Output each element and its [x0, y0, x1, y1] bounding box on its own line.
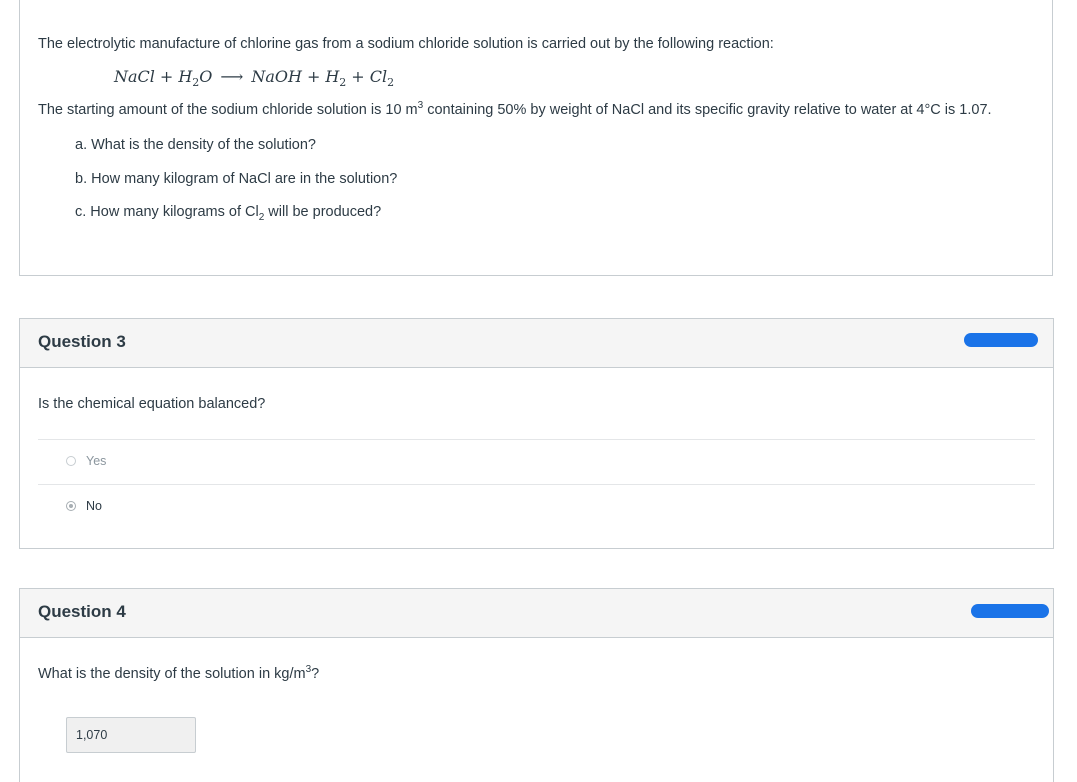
eq-subscript: 2: [192, 76, 200, 90]
statement-text-rest: containing 50% by weight of NaCl and its specific gravity relative to water at 4°C is 1.07.: [423, 102, 992, 118]
eq-product-cl: Cl: [369, 67, 388, 86]
question-4-title: Question 4: [38, 602, 126, 621]
question-4-text-main: What is the density of the solution in kg/m: [38, 666, 306, 682]
question-3-card: [19, 318, 1054, 549]
question-3-header: [20, 319, 1053, 368]
question-4-text-end: ?: [311, 666, 320, 682]
radio-yes[interactable]: [66, 456, 76, 466]
points-redaction-mark: [971, 604, 1049, 618]
answer-label-no: No: [86, 499, 102, 513]
question-4-superscript: 3: [305, 664, 312, 676]
eq-reactant-o: O: [199, 67, 213, 86]
eq-product-h: H: [325, 67, 340, 86]
eq-subscript: 2: [339, 76, 347, 90]
part-c-subscript: 2: [258, 211, 265, 223]
points-redaction-mark: [964, 333, 1038, 347]
question-4-card: [19, 588, 1054, 782]
eq-plus: +: [351, 67, 365, 86]
problem-intro: The electrolytic manufacture of chlorine gas from a sodium chloride solution is carried out by the following reaction:: [38, 36, 774, 52]
eq-plus: +: [159, 67, 174, 86]
problem-part-c: [75, 204, 382, 223]
eq-product-naoh: NaOH: [251, 67, 302, 86]
answer-option-no[interactable]: [66, 499, 102, 513]
question-4-text: [38, 666, 319, 682]
density-answer-input[interactable]: [66, 717, 196, 753]
answer-divider: [38, 439, 1035, 440]
eq-arrow: ⟶: [220, 67, 244, 86]
statement-text: The starting amount of the sodium chloride solution is 10 m: [38, 102, 418, 118]
part-c-text: c. How many kilograms of Cl: [75, 204, 259, 220]
answer-label-yes: Yes: [86, 454, 107, 468]
part-c-text-rest: will be produced?: [264, 204, 382, 220]
statement-superscript: 3: [417, 100, 424, 112]
eq-reactant-h: H: [178, 67, 193, 86]
eq-reactant-nacl: NaCl: [114, 67, 155, 86]
question-4-header: [20, 589, 1053, 638]
chemical-equation: [114, 67, 395, 90]
question-3-text: Is the chemical equation balanced?: [38, 396, 266, 412]
answer-divider: [38, 484, 1035, 485]
eq-plus: +: [306, 67, 321, 86]
answer-option-yes[interactable]: [66, 454, 106, 468]
question-3-title: Question 3: [38, 332, 126, 351]
problem-part-b: b. How many kilogram of NaCl are in the solution?: [75, 171, 398, 187]
eq-subscript: 2: [387, 76, 395, 90]
problem-part-a: a. What is the density of the solution?: [75, 137, 316, 153]
radio-no-selected[interactable]: [66, 501, 76, 511]
problem-statement: [38, 102, 992, 118]
